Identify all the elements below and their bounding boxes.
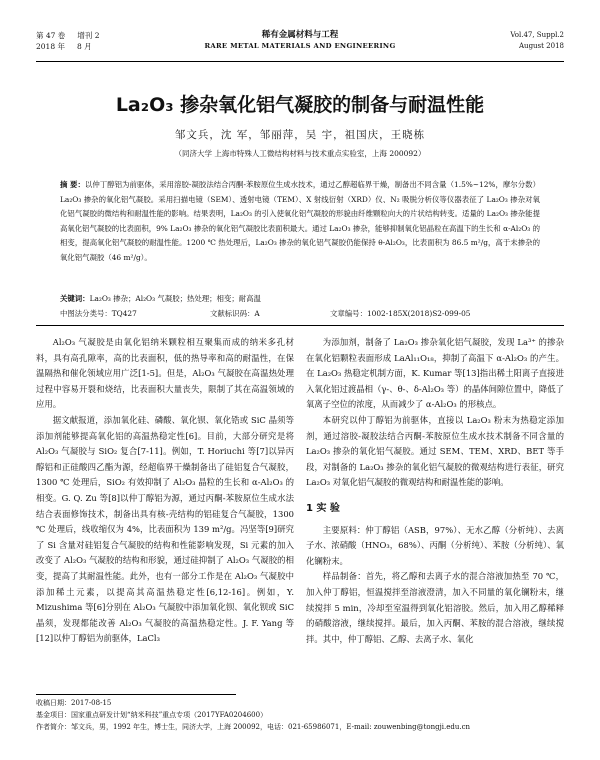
issue-cn: 增刊 2 <box>77 31 100 40</box>
header-right <box>510 30 564 52</box>
date-en: August 2018 <box>519 42 564 50</box>
running-header <box>36 30 564 60</box>
header-rule <box>36 61 564 62</box>
journal-name-en: RARE METAL MATERIALS AND ENGINEERING <box>204 42 396 50</box>
clc-number: 中图法分类号：TQ427 <box>60 309 137 318</box>
paper-title: La₂O₃ 掺杂氧化铝气凝胶的制备与耐温性能 <box>115 94 485 116</box>
volume-en: Vol.47, Suppl.2 <box>510 31 564 39</box>
header-journal <box>36 30 564 52</box>
journal-name-cn: 稀有金属材料与工程 <box>261 30 339 40</box>
paragraph: Al₂O₃ 气凝胶是由氧化铝纳米颗粒相互聚集而成的纳米多孔材料，具有高孔隙率，高的比表面积，低的热导率和高的耐温性，在保温隔热和催化领域应用广泛[1-5]。但是，Al₂O₃ 气凝胶在高温热处理过程中容易开裂和烧结，比表面积大量丧失，限制了其在高温领域的应用。 <box>36 337 294 410</box>
document-code: 文献标识码：A <box>210 309 260 318</box>
body-column-right <box>306 335 564 647</box>
classification-line <box>60 308 540 319</box>
month-cn: 8 月 <box>76 42 92 51</box>
abstract-rule <box>36 325 564 326</box>
paragraph: 据文献报道，添加氧化硅、磷酸、氧化钡、氧化锆或 SiC 晶须等添加剂能够提高氧化铝的高温热稳定性[6]。目前，大部分研究是将 Al₂O₃ 气凝胶与 SiO₂ 复合[7-11]。例如，T. Horiuchi 等[7]以异丙醇铝和正硅酸四乙酯为源，经超临界干燥制备出了硅铝复合气凝胶，1300 ℃ 处理后，SiO₂ 有效抑制了 Al₂O₃ 晶粒的生长和 α-Al₂O₃ 的相变。G. Q. Zu 等[8]以仲丁醇铝为源，通过丙酮-苯胺原位生成水法结合表面修饰技术，制备出具有核-壳结构的铝硅复合气凝胶，1300 ℃ 处理后，线收缩仅为 4%，比表面积为 139 m²/g。冯坚等[9]研究了 Si 含量对硅铝复合气凝胶的结构和性能影响发现，Si 元素的加入改变了 Al₂O₃ 气凝胶的结构和形貌，通过硅抑制了 Al₂O₃ 气凝胶的相变，提高了其耐温性能。此外，也有一部分工作是在 Al₂O₃ 气凝胶中添加稀土元素，以提高其高温热稳定性[6,12-16]。例如，Y. Mizushima 等[6]分别在 Al₂O₃ 气凝胶中添加氧化钡、氧化钡或 SiC 晶须，发现都能改善 Al₂O₃ 气凝胶的高温热稳定性。J. F. Yang 等[12]以仲丁醇铝为前驱体，LaCl₃ <box>36 414 294 644</box>
keywords-label: 关键词： <box>60 294 90 303</box>
paragraph: 样品制备：首先，将乙醇和去离子水的混合溶液加热至 70 ℃，加入仲丁醇铝，恒温搅拌至溶液澄清，加入不同量的氧化镧粉末，继续搅拌 5 min，冷却至室温得到氧化铝溶胶。然后，加入用乙醇稀释的硝酸溶液，继续搅拌。最后，加入丙酮、苯胺的混合溶液，继续搅拌。其中，仲丁醇铝、乙醇、去离子水、氧化 <box>306 571 564 644</box>
body-column-left <box>36 335 294 647</box>
volume-cn: 第 47 卷 <box>36 31 66 40</box>
abstract <box>60 178 540 265</box>
received-date: 收稿日期：2017-08-15 <box>36 699 112 707</box>
author-list: 邹文兵，沈 军，邹丽萍，吴 宇，祖国庆，王晓栋 <box>174 129 426 141</box>
paragraph: 为添加剂，制备了 La₂O₃ 掺杂氧化铝气凝胶，发现 La³⁺ 的掺杂在氧化铝颗粒表面形成 LaAl₁₁O₁₈，抑制了高温下 α-Al₂O₃ 的产生。在 La₂O₃ 热稳定机制方面，K. Kumar 等[13]指出稀土阳离子直接进入氧化铝过渡晶相（γ-、θ-、δ-Al₂O₃ 等）的晶体间隙位置中，降低了氧离子空位的浓度，从而减少了 α-Al₂O₃ 的形核点。 <box>306 337 564 410</box>
keywords <box>60 293 540 304</box>
abstract-label: 摘 要： <box>60 180 85 189</box>
article-number: 文章编号：1002-185X(2018)S2-099-05 <box>330 309 471 318</box>
paragraph: 本研究以仲丁醇铝为前驱体，直接以 La₂O₃ 粉末为热稳定添加剂，通过溶胶-凝胶法结合丙酮-苯胺原位生成水技术制备不同含量的 La₂O₃ 掺杂的氧化铝气凝胶。通过 SEM、TEM、XRD、BET 等手段，对制备的 La₂O₃ 掺杂的氧化铝气凝胶的微观结构进行表征，研究 La₂O₃ 对氧化铝气凝胶的微观结构和耐温性能的影响。 <box>306 414 564 488</box>
author-info: 作者简介：邹文兵，男，1992 年生，博士生，同济大学，上海 200092，电话：021-65986071，E-mail: zouwenbing@tongji.edu.cn <box>36 723 471 731</box>
abstract-text: 以仲丁醇铝为前驱体，采用溶胶-凝胶法结合丙酮-苯胺原位生成水技术，通过乙醇超临界干燥，制备出不同含量（1.5%~12%，摩尔分数）La₂O₃ 掺杂的氧化铝气凝胶。采用扫描电镜（SEM）、透射电镜（TEM）、X 射线衍射（XRD）仪、N₂ 吸脱分析仪等仪器表征了 La₂O₃ 掺杂对氧化铝气凝胶的微结构和耐温性能的影响。结果表明，La₂O₃ 的引入使氧化铝气凝胶的形貌由纤维颗粒向大的片状结构转变。适量的 La₂O₃ 掺杂能提高氧化铝气凝胶的比表面积，9% La₂O₃ 掺杂的氧化铝气凝胶比表面积最大。通过 La₂O₃ 掺杂，能够抑制氧化铝晶粒在高温下的生长和 α-Al₂O₃ 的相变，提高氧化铝气凝胶的耐温性能。1200 ℃ 热处理后，La₂O₃ 掺杂的氧化铝气凝胶仍能保持 θ-Al₂O₃，比表面积为 86.5 m²/g，高于未掺杂的氧化铝气凝胶（46 m²/g）。 <box>60 180 540 262</box>
affiliation: （同济大学 上海市特殊人工微结构材料与技术重点实验室，上海 200092） <box>174 149 426 158</box>
footnote <box>36 697 564 733</box>
paragraph: 主要原料：仲丁醇铝（ASB，97%）、无水乙醇（分析纯）、去离子水、浓硝酸（HNO₃，68%）、丙酮（分析纯）、苯胺（分析纯）、氧化镧粉末。 <box>306 524 564 566</box>
year-cn: 2018 年 <box>36 42 65 51</box>
funding: 基金项目：国家重点研发计划“纳米科技”重点专项（2017YFA0204600） <box>36 711 268 719</box>
footnote-rule <box>36 694 236 695</box>
section-heading: 1 实 验 <box>306 502 340 514</box>
keywords-text: La₂O₃ 掺杂；Al₂O₃ 气凝胶；热处理；相变；耐高温 <box>89 294 261 303</box>
